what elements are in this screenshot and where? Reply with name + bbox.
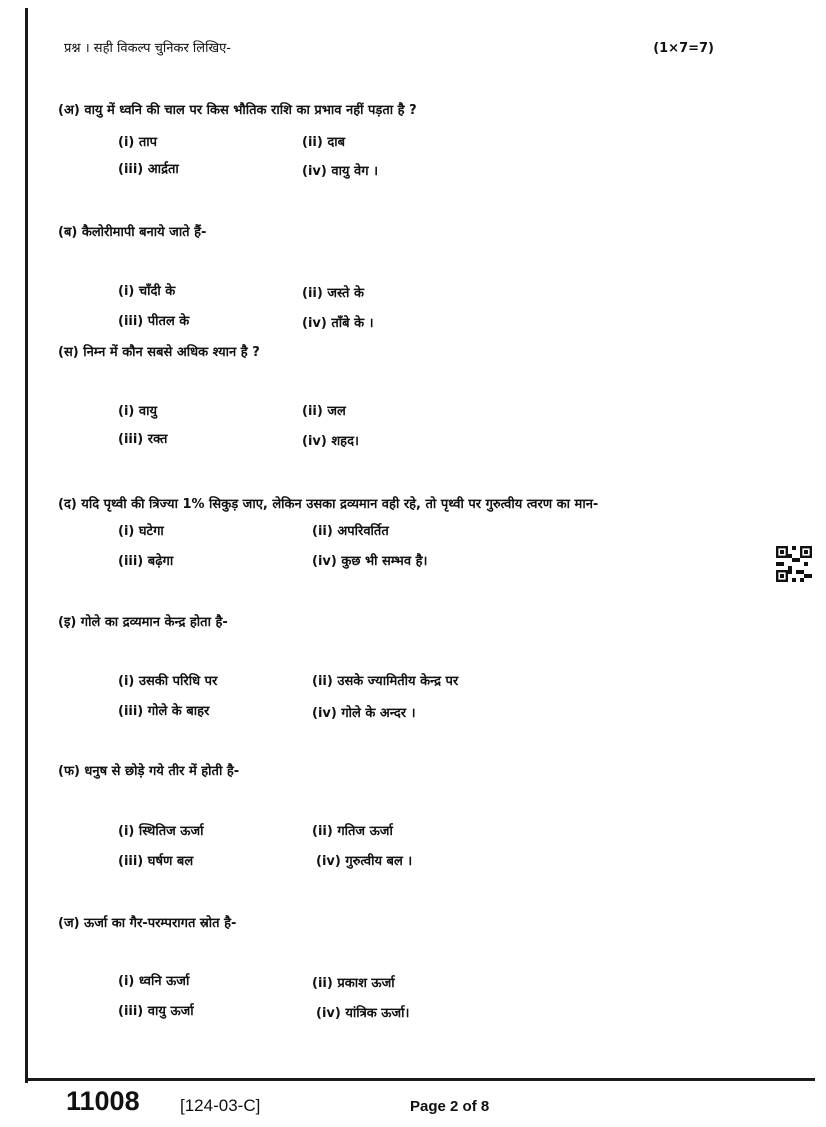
option: (iv) यांत्रिक ऊर्जा। bbox=[316, 1006, 410, 1021]
option: (ii) जल bbox=[302, 404, 346, 419]
question-text: (फ) धनुष से छोड़े गये तीर में होती है- bbox=[58, 764, 240, 779]
option: (iv) वायु वेग । bbox=[302, 164, 378, 179]
option: (iv) शहद। bbox=[302, 434, 359, 449]
option: (ii) उसके ज्यामितीय केन्द्र पर bbox=[312, 674, 459, 689]
option: (i) चाँदी के bbox=[118, 284, 176, 299]
paper-subcode: [124-03-C] bbox=[180, 1096, 261, 1115]
option: (ii) दाब bbox=[302, 135, 346, 150]
option: (i) वायु bbox=[118, 404, 157, 419]
qr-code bbox=[776, 546, 812, 582]
option: (ii) अपरिवर्तित bbox=[312, 524, 389, 539]
option: (iii) रक्त bbox=[118, 432, 168, 447]
option: (iv) कुछ भी सम्भव है। bbox=[312, 554, 428, 569]
question-text: (द) यदि पृथ्वी की त्रिज्या 1% सिकुड़ जाए, लेकिन उसका द्रव्यमान वही रहे, तो पृथ्वी पर गुरुत्वीय त्वरण का मान- bbox=[58, 497, 599, 512]
left-margin-rule bbox=[25, 8, 28, 1083]
question-text: (इ) गोले का द्रव्यमान केन्द्र होता है- bbox=[58, 615, 228, 630]
question-text: (ज) ऊर्जा का गैर-परम्परागत स्रोत है- bbox=[58, 916, 237, 931]
option: (i) ताप bbox=[118, 135, 158, 150]
question-text: (अ) वायु में ध्वनि की चाल पर किस भौतिक राशि का प्रभाव नहीं पड़ता है ? bbox=[58, 103, 417, 118]
footer-rule bbox=[25, 1078, 815, 1081]
option: (iv) ताँबे के । bbox=[302, 316, 374, 331]
option: (iii) वायु ऊर्जा bbox=[118, 1004, 194, 1019]
option: (iv) गुरुत्वीय बल । bbox=[316, 854, 413, 869]
option: (iii) आर्द्रता bbox=[118, 162, 179, 177]
option: (ii) प्रकाश ऊर्जा bbox=[312, 976, 395, 991]
marks-label: (1×7=7) bbox=[653, 41, 714, 56]
option: (iii) गोले के बाहर bbox=[118, 704, 210, 719]
option: (i) घटेगा bbox=[118, 524, 164, 539]
instruction-text: प्रश्न । सही विकल्प चुनिकर लिखिए- bbox=[64, 41, 231, 56]
question-text: (ब) कैलोरीमापी बनाये जाते हैं- bbox=[58, 225, 207, 240]
option: (i) ध्वनि ऊर्जा bbox=[118, 974, 190, 989]
option: (i) उसकी परिधि पर bbox=[118, 674, 218, 689]
question-text: (स) निम्न में कौन सबसे अधिक श्यान है ? bbox=[58, 345, 260, 360]
instruction-header bbox=[64, 38, 714, 56]
option: (iii) बढ़ेगा bbox=[118, 554, 174, 569]
option: (ii) गतिज ऊर्जा bbox=[312, 824, 393, 839]
option: (iii) पीतल के bbox=[118, 314, 190, 329]
option: (iii) घर्षण बल bbox=[118, 854, 194, 869]
option: (ii) जस्ते के bbox=[302, 286, 364, 301]
paper-code: 11008 bbox=[66, 1086, 140, 1116]
page-number: Page 2 of 8 bbox=[410, 1098, 490, 1115]
option: (iv) गोले के अन्दर । bbox=[312, 706, 416, 721]
option: (i) स्थितिज ऊर्जा bbox=[118, 824, 204, 839]
